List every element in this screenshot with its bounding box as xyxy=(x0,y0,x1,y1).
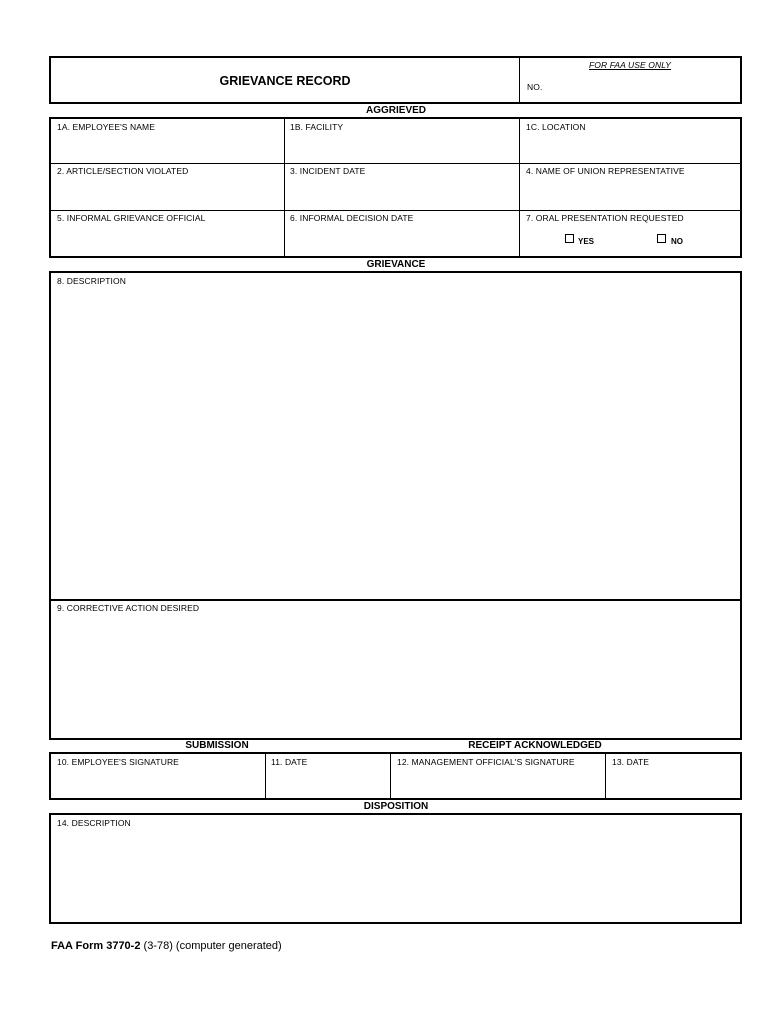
aggrieved-box xyxy=(49,117,742,258)
location-label: 1C. LOCATION xyxy=(526,122,586,132)
employee-name-label: 1A. EMPLOYEE'S NAME xyxy=(57,122,155,132)
disposition-description-label: 14. DESCRIPTION xyxy=(57,818,131,828)
facility-label: 1B. FACILITY xyxy=(290,122,344,132)
union-rep-label: 4. NAME OF UNION REPRESENTATIVE xyxy=(526,166,685,176)
section-receipt-acknowledged: RECEIPT ACKNOWLEDGED xyxy=(468,740,602,751)
form-note: (computer generated) xyxy=(172,940,282,952)
record-number-label: NO. xyxy=(527,82,543,92)
aggrieved-col-divider-1 xyxy=(284,119,285,256)
oral-no-label: NO xyxy=(671,237,683,246)
management-date-label: 13. DATE xyxy=(612,757,650,767)
disposition-box xyxy=(49,813,742,924)
header-divider xyxy=(519,58,520,102)
sig-divider-3 xyxy=(605,754,606,798)
grievance-divider xyxy=(51,599,740,601)
section-submission: SUBMISSION xyxy=(185,740,249,751)
corrective-action-label: 9. CORRECTIVE ACTION DESIRED xyxy=(57,603,200,613)
form-revision: (3-78) xyxy=(140,940,173,952)
aggrieved-row-divider-2 xyxy=(51,210,740,211)
form-footer xyxy=(51,940,282,952)
oral-presentation-label: 7. ORAL PRESENTATION REQUESTED xyxy=(526,213,684,223)
oral-no-checkbox[interactable] xyxy=(657,234,666,243)
employee-signature-label: 10. EMPLOYEE'S SIGNATURE xyxy=(57,757,179,767)
section-aggrieved: AGGRIEVED xyxy=(365,105,427,116)
incident-date-label: 3. INCIDENT DATE xyxy=(290,166,366,176)
form-title: GRIEVANCE RECORD xyxy=(219,74,351,88)
sig-divider-1 xyxy=(265,754,266,798)
section-disposition: DISPOSITION xyxy=(363,801,429,812)
employee-date-label: 11. DATE xyxy=(271,757,308,767)
oral-yes-label: YES xyxy=(578,237,595,246)
aggrieved-col-divider-2 xyxy=(519,119,520,256)
signature-box xyxy=(49,752,742,800)
informal-official-label: 5. INFORMAL GRIEVANCE OFFICIAL xyxy=(57,213,206,223)
informal-decision-date-label: 6. INFORMAL DECISION DATE xyxy=(290,213,414,223)
management-signature-label: 12. MANAGEMENT OFFICIAL'S SIGNATURE xyxy=(397,757,575,767)
grievance-box xyxy=(49,271,742,740)
faa-use-only-label: FOR FAA USE ONLY xyxy=(589,60,672,70)
oral-yes-checkbox[interactable] xyxy=(565,234,574,243)
form-number: FAA Form 3770-2 xyxy=(51,940,141,952)
section-grievance: GRIEVANCE xyxy=(366,259,426,270)
sig-divider-2 xyxy=(390,754,391,798)
article-section-label: 2. ARTICLE/SECTION VIOLATED xyxy=(57,166,189,176)
aggrieved-row-divider-1 xyxy=(51,163,740,164)
description-label: 8. DESCRIPTION xyxy=(57,276,126,286)
header-box xyxy=(49,56,742,104)
